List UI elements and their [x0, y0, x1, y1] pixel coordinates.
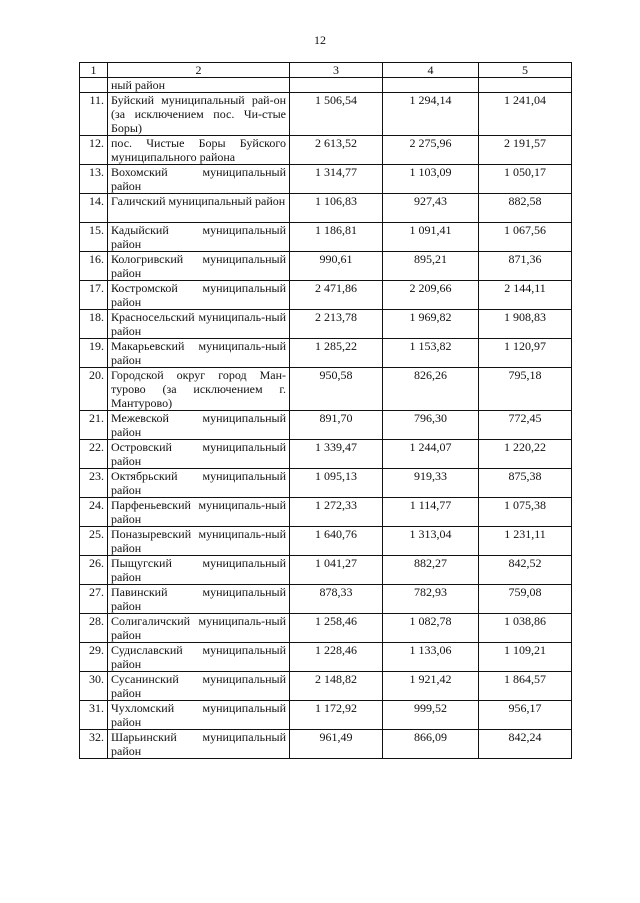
value-col4-cell: 882,27 [383, 556, 479, 585]
table-row [80, 411, 572, 440]
header-row [80, 63, 572, 78]
district-name-cell: Октябрьский муниципальный район [108, 469, 290, 498]
value-col4-cell: 782,93 [383, 585, 479, 614]
district-name-cell: пос. Чистые Боры Буйского муниципального района [108, 136, 290, 165]
table-row [80, 469, 572, 498]
empty-cell [290, 78, 383, 93]
value-col5-cell: 842,24 [479, 730, 572, 759]
value-col5-cell: 1 220,22 [479, 440, 572, 469]
value-col3-cell: 1 640,76 [290, 527, 383, 556]
row-number-cell: 27. [80, 585, 108, 614]
value-col3-cell: 1 172,92 [290, 701, 383, 730]
table-row [80, 281, 572, 310]
table-row [80, 440, 572, 469]
value-col5-cell: 2 144,11 [479, 281, 572, 310]
value-col4-cell: 1 244,07 [383, 440, 479, 469]
value-col5-cell: 875,38 [479, 469, 572, 498]
value-col3-cell: 1 095,13 [290, 469, 383, 498]
district-name-cell: Кадыйский муниципальный район [108, 223, 290, 252]
district-name-cell: Парфеньевский муниципаль-ный район [108, 498, 290, 527]
table-row [80, 223, 572, 252]
value-col3-cell: 2 471,86 [290, 281, 383, 310]
value-col4-cell: 1 921,42 [383, 672, 479, 701]
row-number-cell: 17. [80, 281, 108, 310]
value-col4-cell: 1 969,82 [383, 310, 479, 339]
value-col3-cell: 1 041,27 [290, 556, 383, 585]
district-name-cell: Городской округ город Ман-турово (за исключением г. Мантурово) [108, 368, 290, 411]
table-row [80, 527, 572, 556]
district-name-cell: Красносельский муниципаль-ный район [108, 310, 290, 339]
value-col3-cell: 2 148,82 [290, 672, 383, 701]
value-col5-cell: 882,58 [479, 194, 572, 223]
value-col4-cell: 1 153,82 [383, 339, 479, 368]
row-number-cell: 12. [80, 136, 108, 165]
value-col5-cell: 1 864,57 [479, 672, 572, 701]
row-number-cell: 23. [80, 469, 108, 498]
district-name-cell: Судиславский муниципальный район [108, 643, 290, 672]
value-col4-cell: 796,30 [383, 411, 479, 440]
page-number: 12 [314, 33, 326, 47]
district-name-cell: Поназыревский муниципаль-ный район [108, 527, 290, 556]
value-col3-cell: 1 339,47 [290, 440, 383, 469]
value-col5-cell: 2 191,57 [479, 136, 572, 165]
row-number-cell: 19. [80, 339, 108, 368]
value-col3-cell: 1 258,46 [290, 614, 383, 643]
row-number-cell: 30. [80, 672, 108, 701]
row-number-cell: 15. [80, 223, 108, 252]
value-col5-cell: 795,18 [479, 368, 572, 411]
district-name-cell: Межевской муниципальный район [108, 411, 290, 440]
district-name-cell: Сусанинский муниципальный район [108, 672, 290, 701]
row-number-cell: 31. [80, 701, 108, 730]
data-table [79, 62, 572, 759]
table-row [80, 93, 572, 136]
value-col3-cell: 1 506,54 [290, 93, 383, 136]
value-col5-cell: 1 241,04 [479, 93, 572, 136]
row-number-cell: 26. [80, 556, 108, 585]
value-col3-cell: 950,58 [290, 368, 383, 411]
table-row [80, 194, 572, 223]
district-name-cell: Макарьевский муниципаль-ный район [108, 339, 290, 368]
header-cell: 5 [479, 63, 572, 78]
value-col5-cell: 772,45 [479, 411, 572, 440]
value-col5-cell: 1 067,56 [479, 223, 572, 252]
table-row [80, 310, 572, 339]
row-number-cell: 24. [80, 498, 108, 527]
value-col5-cell: 1 908,83 [479, 310, 572, 339]
value-col5-cell: 1 109,21 [479, 643, 572, 672]
value-col5-cell: 871,36 [479, 252, 572, 281]
value-col3-cell: 1 272,33 [290, 498, 383, 527]
table-row [80, 701, 572, 730]
value-col5-cell: 759,08 [479, 585, 572, 614]
value-col3-cell: 1 106,83 [290, 194, 383, 223]
district-name-cell: Костромской муниципальный район [108, 281, 290, 310]
district-name-cell: Пыщугский муниципальный район [108, 556, 290, 585]
table-row [80, 498, 572, 527]
value-col4-cell: 866,09 [383, 730, 479, 759]
continuation-cell: ный район [108, 78, 290, 93]
row-number-cell: 32. [80, 730, 108, 759]
header-cell: 3 [290, 63, 383, 78]
district-name-cell: Буйский муниципальный рай-он (за исключением пос. Чи-стые Боры) [108, 93, 290, 136]
header-cell: 2 [108, 63, 290, 78]
table-row [80, 730, 572, 759]
value-col3-cell: 878,33 [290, 585, 383, 614]
table-row [80, 368, 572, 411]
table-row [80, 672, 572, 701]
value-col4-cell: 2 209,66 [383, 281, 479, 310]
table-row [80, 614, 572, 643]
table-row [80, 585, 572, 614]
value-col4-cell: 2 275,96 [383, 136, 479, 165]
value-col4-cell: 895,21 [383, 252, 479, 281]
table-row [80, 252, 572, 281]
empty-cell [383, 78, 479, 93]
value-col4-cell: 1 103,09 [383, 165, 479, 194]
value-col5-cell: 1 038,86 [479, 614, 572, 643]
empty-cell [80, 78, 108, 93]
row-number-cell: 25. [80, 527, 108, 556]
value-col3-cell: 2 613,52 [290, 136, 383, 165]
table-row [80, 136, 572, 165]
row-number-cell: 20. [80, 368, 108, 411]
value-col3-cell: 1 186,81 [290, 223, 383, 252]
row-number-cell: 21. [80, 411, 108, 440]
table-row [80, 556, 572, 585]
district-name-cell: Чухломский муниципальный район [108, 701, 290, 730]
value-col3-cell: 961,49 [290, 730, 383, 759]
row-number-cell: 14. [80, 194, 108, 223]
header-cell: 1 [80, 63, 108, 78]
value-col5-cell: 1 120,97 [479, 339, 572, 368]
district-name-cell: Солигаличский муниципаль-ный район [108, 614, 290, 643]
value-col4-cell: 1 091,41 [383, 223, 479, 252]
table-row [80, 643, 572, 672]
value-col3-cell: 1 285,22 [290, 339, 383, 368]
value-col4-cell: 999,52 [383, 701, 479, 730]
value-col5-cell: 1 075,38 [479, 498, 572, 527]
empty-cell [479, 78, 572, 93]
district-name-cell: Островский муниципальный район [108, 440, 290, 469]
district-name-cell: Павинский муниципальный район [108, 585, 290, 614]
table-row [80, 339, 572, 368]
district-name-cell: Шарьинский муниципальный район [108, 730, 290, 759]
row-number-cell: 18. [80, 310, 108, 339]
row-number-cell: 11. [80, 93, 108, 136]
row-number-cell: 29. [80, 643, 108, 672]
value-col3-cell: 2 213,78 [290, 310, 383, 339]
row-number-cell: 28. [80, 614, 108, 643]
value-col5-cell: 842,52 [479, 556, 572, 585]
value-col4-cell: 927,43 [383, 194, 479, 223]
value-col3-cell: 1 314,77 [290, 165, 383, 194]
value-col4-cell: 1 313,04 [383, 527, 479, 556]
value-col4-cell: 826,26 [383, 368, 479, 411]
value-col5-cell: 1 231,11 [479, 527, 572, 556]
value-col4-cell: 919,33 [383, 469, 479, 498]
value-col4-cell: 1 133,06 [383, 643, 479, 672]
row-number-cell: 22. [80, 440, 108, 469]
value-col4-cell: 1 294,14 [383, 93, 479, 136]
value-col5-cell: 956,17 [479, 701, 572, 730]
continuation-row [80, 78, 572, 93]
value-col3-cell: 891,70 [290, 411, 383, 440]
value-col3-cell: 1 228,46 [290, 643, 383, 672]
value-col4-cell: 1 082,78 [383, 614, 479, 643]
value-col5-cell: 1 050,17 [479, 165, 572, 194]
value-col3-cell: 990,61 [290, 252, 383, 281]
value-col4-cell: 1 114,77 [383, 498, 479, 527]
district-name-cell: Вохомский муниципальный район [108, 165, 290, 194]
district-name-cell: Кологривский муниципальный район [108, 252, 290, 281]
header-cell: 4 [383, 63, 479, 78]
district-name-cell: Галичский муниципальный район [108, 194, 290, 223]
row-number-cell: 16. [80, 252, 108, 281]
table-row [80, 165, 572, 194]
row-number-cell: 13. [80, 165, 108, 194]
